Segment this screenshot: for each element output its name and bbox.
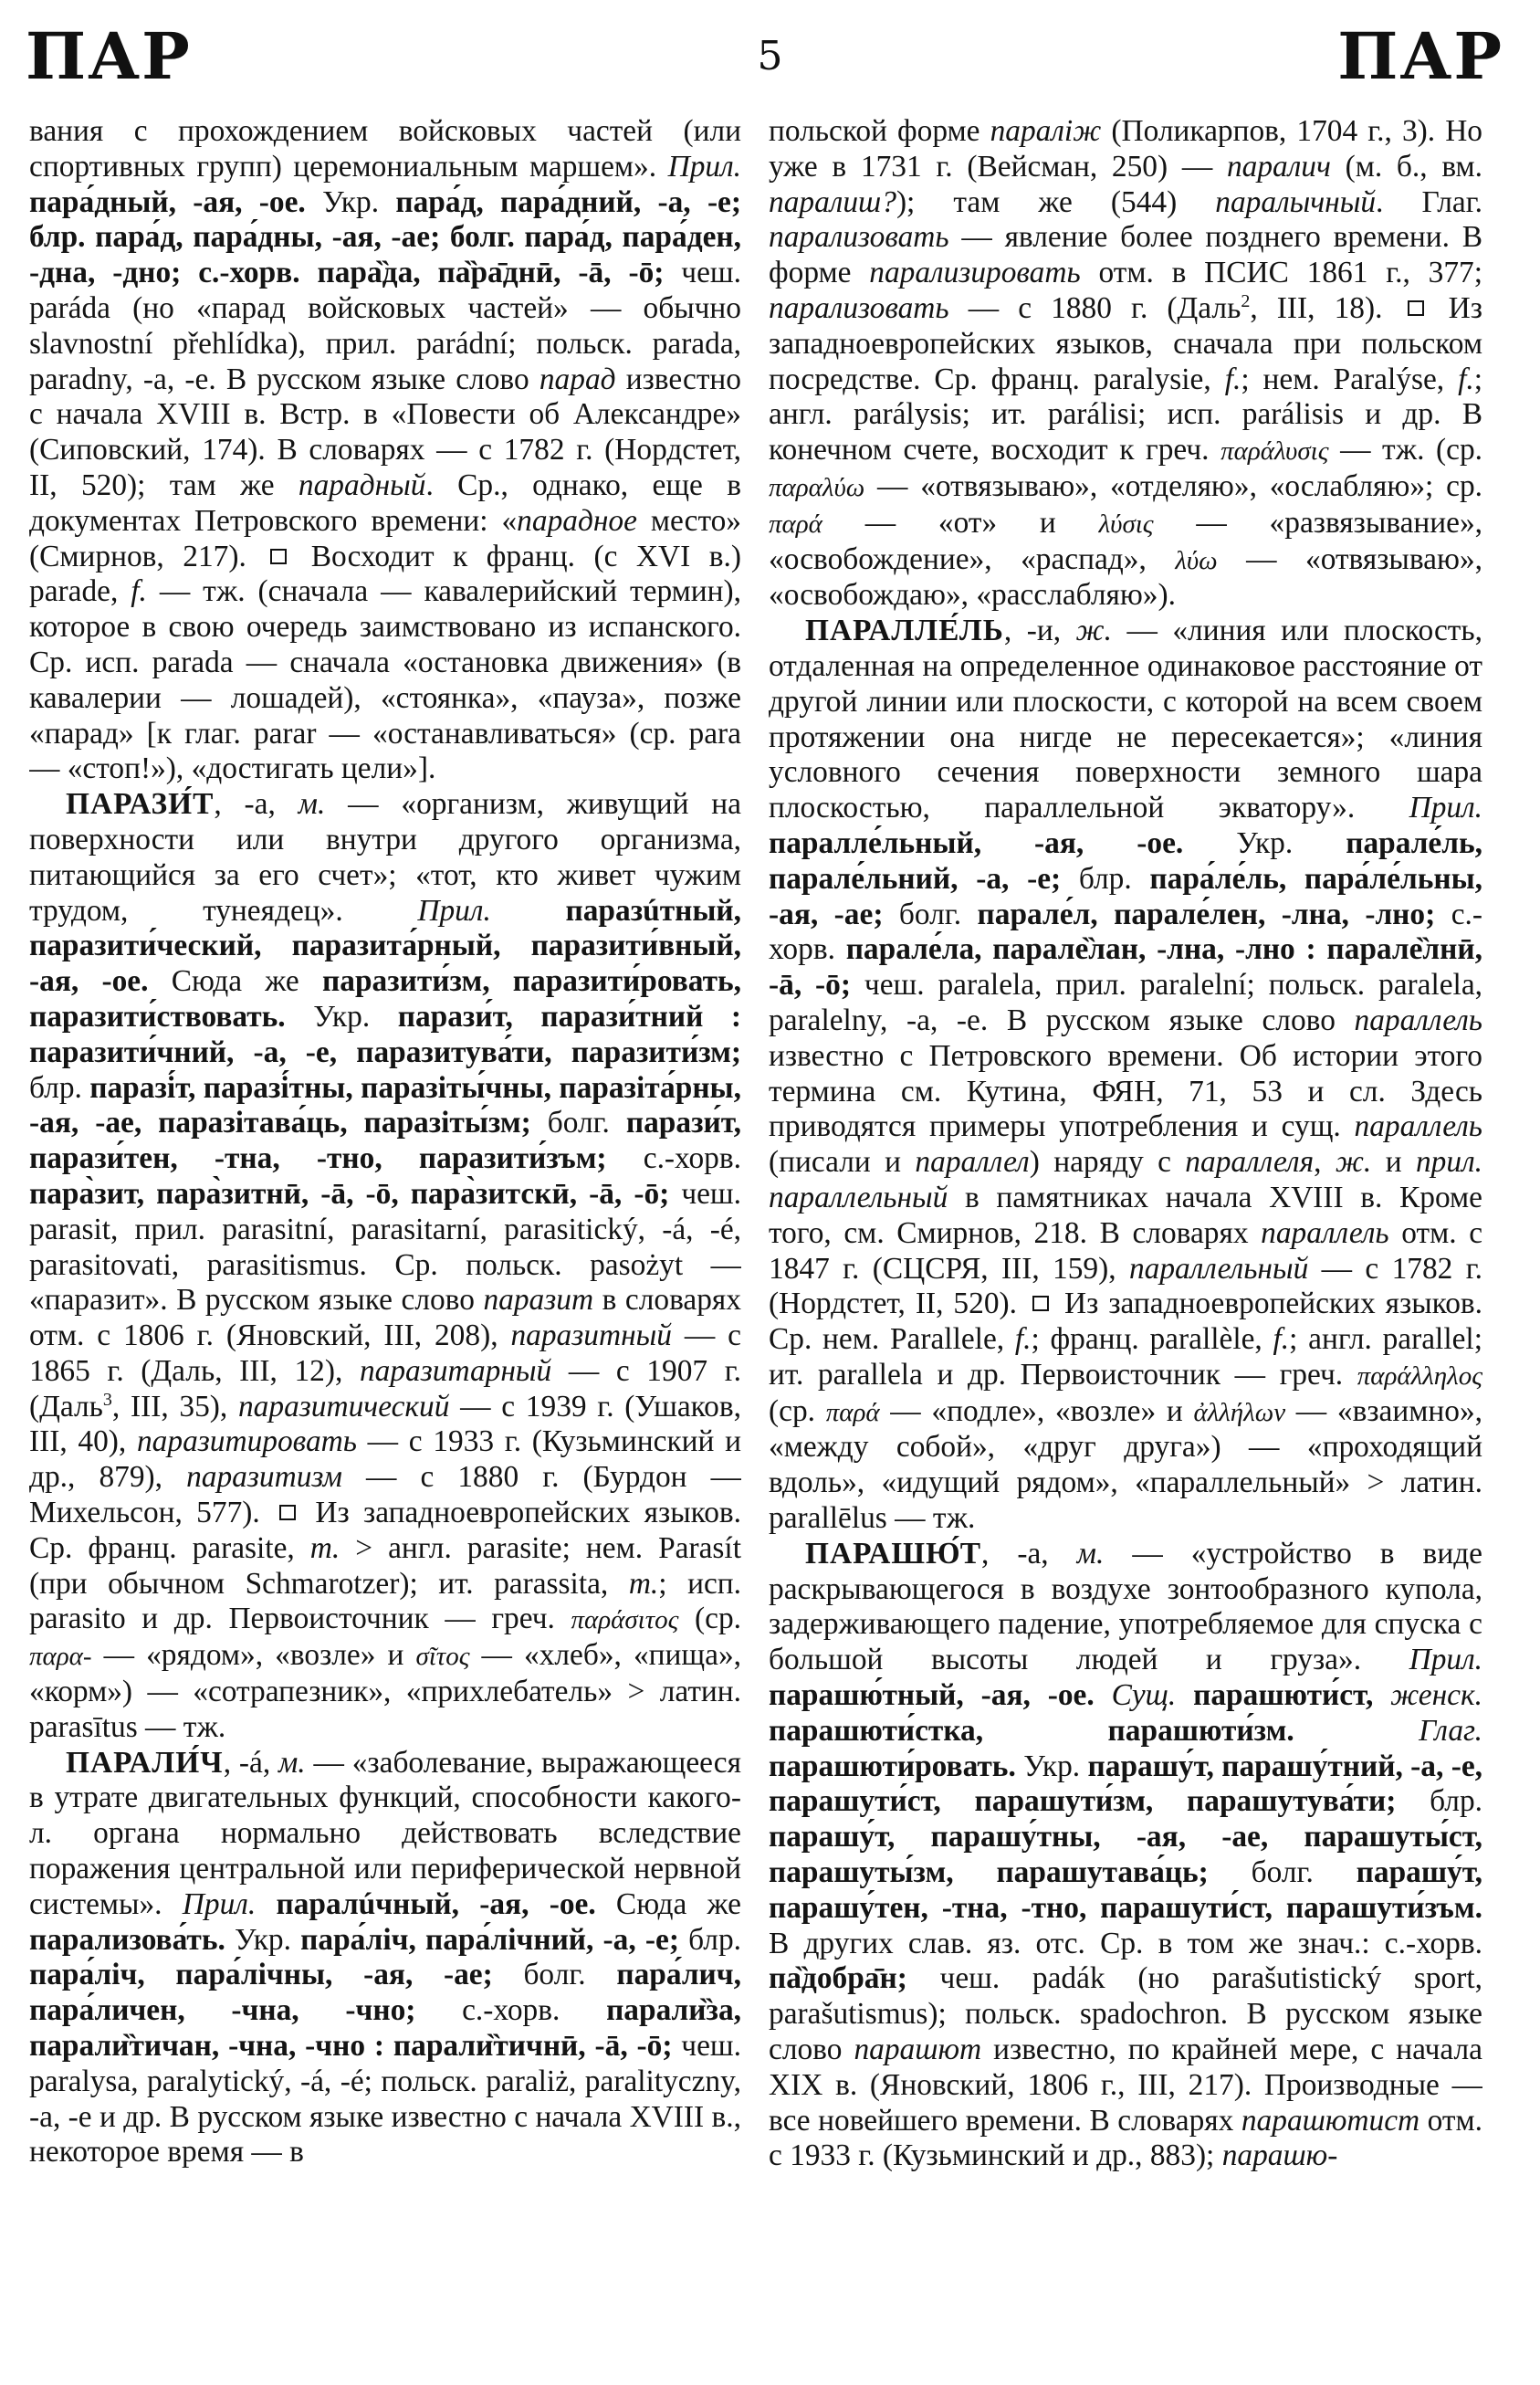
text: отм. с 1847 г. (СЦСРЯ, III, 159),	[769, 1215, 1482, 1286]
text: ; исп. parasito и др. Первоисточник — греч.	[29, 1566, 741, 1636]
slavic-cognates: парале́ла, парале̏лан, -лна, -лно : парале̏лнӣ, -ā, -ō;	[769, 932, 1482, 1003]
text: блр.	[678, 1922, 741, 1957]
cited-word: параліж	[990, 114, 1102, 148]
text: болг.	[492, 1958, 617, 1992]
text: — с 1880 г. (Бурдон — Михельсон, 577).	[29, 1460, 741, 1530]
text: чеш. paralela, прил. paralelní; польск. paralela, paralelny, -a, -e. В русском языке слово	[769, 968, 1482, 1037]
text: Из западноевропейских языков. Ср. нем. Parallele,	[769, 1287, 1482, 1357]
gender-label: f.	[1273, 1322, 1290, 1357]
text: отм. с 1933 г. (Кузьминский и др., 883);	[769, 2103, 1482, 2173]
cited-word: паразитарный	[359, 1353, 552, 1388]
derived-forms: парализова́ть.	[29, 1922, 225, 1957]
text: — явление более позднего времени. В форме	[769, 220, 1482, 290]
text: с.-хорв.	[769, 897, 1482, 967]
text: > англ. parasite; нем. Parasít (при обычном Schmarotzer); ит. parassita,	[29, 1530, 741, 1601]
text: — с 1907 г. (Даль	[29, 1353, 741, 1424]
gender-label: f.	[1458, 362, 1474, 396]
cited-word: параллеля	[1185, 1145, 1315, 1180]
derived-forms: паразити́зм, паразити́ровать, паразити́ствовать.	[29, 964, 741, 1034]
text: в памятниках начала XVIII в. Кроме того, см. Смирнов, 218. В словарях	[769, 1180, 1482, 1250]
text: в словарях отм. с 1806 г. (Яновский, III, 208),	[29, 1283, 741, 1353]
entry-parazit	[29, 787, 741, 1746]
text: — «рядом», «возле» и	[91, 1638, 416, 1673]
slavic-cognates: парале́ль, парале́льний, -а, -е;	[769, 825, 1482, 896]
entry-parashyut	[769, 1537, 1482, 2174]
text: Восходит к франц. (с XVI в.) parade,	[29, 539, 741, 609]
text: ; франц. parallèle,	[1031, 1322, 1273, 1357]
definition: — «заболевание, выражающееся в утрате двигательных функций, способности какого-л. органа нормально действовать вследствие поражения центральной или периферической нервной системы».	[29, 1745, 741, 1921]
text: , III, 18).	[1250, 290, 1402, 325]
text: — с 1880 г. (Даль	[948, 290, 1241, 325]
text: Укр.	[1183, 825, 1346, 860]
slavic-cognates: парази́т, парази́тен, -тна, -тно, паразити́зъм;	[29, 1106, 741, 1176]
cited-word: парад	[539, 362, 616, 396]
text: — с 1865 г. (Даль, III, 12),	[29, 1319, 741, 1388]
cited-word: паразитировать	[136, 1424, 357, 1459]
slavic-cognates: паразі́т, паразі́тны, паразіты́чны, паразіта́рны, -ая, -ае, паразітава́ць, паразіты́зм;	[29, 1070, 741, 1140]
slavic-cognates: парале́л, парале́лен, -лна, -лно;	[977, 897, 1436, 931]
gender-label: м.	[1076, 1536, 1105, 1571]
text: блр.	[29, 1070, 90, 1105]
cited-word: парашют	[854, 2033, 982, 2067]
text	[1294, 1714, 1419, 1748]
derived-forms: паразúтный, паразити́ческий, паразита́рный, паразити́вный, -ая, -ое.	[29, 893, 741, 999]
derived-forms: паралúчный, -ая, -ое.	[276, 1886, 596, 1921]
gender-label: м.	[278, 1745, 306, 1780]
headword: ПАРАЛИ́Ч	[66, 1745, 224, 1780]
cited-word: паразитический	[237, 1389, 450, 1424]
text: болг.	[883, 897, 978, 931]
gender-label: ж.	[1075, 614, 1112, 648]
greek-word: παράλληλος	[1357, 1361, 1482, 1391]
text: — тж. (сначала — кавалерийский термин), которое в свою очередь заимствовано из испанского. Ср. исп. parada — сначала «остановка движения» (в кавалерии — лошадей), «стоянка», «пауза», позже «парад» [к глаг. parar — «останавливаться» (ср. para — «стоп!»), «достигать цели»].	[29, 574, 741, 786]
label-verb: Глаг.	[1419, 1713, 1482, 1748]
text: — «от» и	[822, 505, 1099, 540]
cited-word: параллель	[1354, 1003, 1482, 1037]
greek-word: παραλύω	[769, 472, 865, 502]
greek-word: παράλυσις	[1220, 436, 1329, 467]
text	[1095, 1678, 1112, 1712]
greek-word: ἀλλήλων	[1193, 1397, 1286, 1427]
text: — «подле», «возле» и	[879, 1393, 1194, 1428]
cited-word: паралычный	[1215, 184, 1377, 219]
text: место» (Смирнов, 217).	[29, 503, 741, 573]
gender-label: m.	[309, 1530, 340, 1565]
text: (м. б., вм.	[1330, 149, 1482, 184]
cited-word: параллель	[1261, 1215, 1389, 1250]
text: болг.	[530, 1106, 626, 1140]
greek-word: παράσιτος	[571, 1605, 679, 1635]
derived-forms: паралле́льный, -ая, -ое.	[769, 825, 1184, 860]
text: ,	[1314, 1145, 1336, 1180]
definition: — «устройство в виде раскрывающегося в воздухе зонтообразного купола, задерживающего падение, употребляемое для спуска с большой высоты людей и груза».	[769, 1536, 1482, 1677]
gender-label: f.	[1224, 362, 1241, 396]
text: известно, по крайней мере, с начала XIX в. (Яновский, 1806 г., III, 217). Производные — все новейшего времени. В словарях	[769, 2033, 1482, 2138]
greek-word: λύω	[1175, 545, 1218, 575]
cited-word: парализовать	[769, 220, 949, 255]
greek-word: παρά	[769, 509, 822, 539]
paragraph-parad-continuation	[29, 114, 741, 787]
slavic-cognates: пара̀зит, пара̀зитнӣ, -ā, -ō, пара̀зитскӣ, -ā, -ō;	[29, 1176, 670, 1211]
greek-word: σῖτος	[415, 1642, 470, 1672]
definition: — «линия или плоскость, отдаленная на определенное одинаковое расстояние от другой линии или плоскости, с которой на всем своем протяжении она нигде не пересекается»; «линия условного сечения поверхности земного шара плоскостью, параллельной экватору».	[769, 614, 1482, 825]
slavic-cognates: пара́ліч, пара́лічний, -а, -е;	[300, 1922, 679, 1957]
label-adj: Прил.	[1409, 1643, 1482, 1677]
slavic-cognates: парази́т, парази́тний : паразити́чний, -а, -е, паразитува́ти, паразити́зм;	[29, 999, 741, 1069]
text: ; нем. Paralýse,	[1241, 362, 1459, 396]
text: Укр.	[305, 184, 396, 219]
text: ) наряду с	[1029, 1145, 1186, 1180]
label-feminine: женск.	[1390, 1678, 1482, 1713]
text: (писали и	[769, 1145, 916, 1180]
label-adj: Прил.	[417, 893, 491, 928]
text: с.-хорв.	[606, 1141, 741, 1176]
text: с.-хорв.	[415, 1993, 607, 2028]
running-head-right: ПАР	[1337, 18, 1503, 94]
cited-word: парализовать	[769, 290, 949, 325]
gender-label: m.	[628, 1566, 659, 1601]
text: — «отвязываю», «освобождаю», «расслабляю»).	[769, 541, 1482, 613]
label-adj: прил.	[1415, 1145, 1482, 1180]
gender-label: f.	[1014, 1322, 1032, 1357]
text: болг.	[1208, 1855, 1357, 1890]
derived-forms: парашюти́ровать.	[769, 1749, 1016, 1783]
headword: ПАРАЗИ́Т	[66, 787, 215, 822]
derived-forms: парашюти́ст,	[1193, 1678, 1374, 1713]
page-number: 5	[757, 33, 783, 79]
slavic-cognates: пара́ле́ль, пара́ле́льны, -ая, -ае;	[769, 861, 1482, 931]
label-noun: Сущ.	[1111, 1678, 1177, 1713]
text: В других слав. яз. отс. Ср. в том же знач.: с.-хорв.	[769, 1926, 1482, 1960]
gender-label: f.	[131, 574, 147, 609]
slavic-cognates: парашу́т, парашу́тний, -а, -е, парашути́ст, парашути́зм, парашутува́ти;	[769, 1749, 1482, 1819]
text: Укр.	[285, 999, 398, 1034]
cited-word: паразитизм	[186, 1460, 342, 1495]
slavic-cognates: парашу́т, парашу́тен, -тна, -тно, парашути́ст, парашути́зъм.	[769, 1855, 1482, 1925]
label-adj: Прил.	[182, 1886, 257, 1921]
right-column	[769, 114, 1482, 2356]
cited-word: параллель	[1354, 1109, 1482, 1144]
text: — «отвязываю», «отделяю», «ослабляю»; ср.	[864, 468, 1482, 503]
greek-word: λύσις	[1098, 509, 1154, 539]
text: чеш. padák (но parašutistický sport, parašutismus); польск. spadochron. В русском языке слово	[769, 1961, 1482, 2067]
text: блр.	[1061, 861, 1150, 896]
text: ); там же (544)	[896, 184, 1216, 219]
text: — тж. (ср.	[1328, 433, 1482, 468]
text: — с 1933 г. (Кузьминский и др., 879),	[29, 1424, 741, 1495]
text: — с 1782 г. (Нордстет, II, 520).	[769, 1251, 1482, 1321]
slavic-cognates: пара́ліч, пара́лічны, -ая, -ае;	[29, 1958, 493, 1992]
entry-parallel	[769, 614, 1482, 1537]
text: Сюда же	[148, 964, 323, 999]
etymology-square-icon	[1032, 1296, 1049, 1311]
cited-word: паразитный	[510, 1319, 672, 1353]
text: известно с начала XVIII в. Встр. в «Повести об Александре» (Сиповский, 174). В словарях — с 1782 г. (Нордстет, II, 520); там же	[29, 362, 741, 502]
text: — «взаимно», «между собой», «друг друга») — «проходящий вдоль», «идущий рядом», «параллельный» > латин. parallēlus — тж.	[769, 1393, 1482, 1536]
cited-word: параллел	[915, 1145, 1030, 1180]
headword: ПАРАЛЛЕ́ЛЬ	[805, 614, 1004, 648]
cited-word: паразит	[483, 1283, 594, 1318]
slavic-cognates: парашу́т, парашу́тны, -ая, -ае, парашуты́ст, парашуты́зм, парашутава́ць;	[769, 1820, 1482, 1890]
text: известно с Петровского времени. Об истории этого термина см. Кутина, ФЯН, 71, 53 и сл. Здесь приводятся примеры употребления и сущ.	[769, 1038, 1482, 1144]
cited-word: паралиш?	[769, 184, 896, 219]
text: , -а,	[214, 787, 299, 822]
text: Из западноевропейских языков, сначала при польском посредстве. Ср. франц. paralysie,	[769, 290, 1482, 396]
gender-label: м.	[298, 787, 326, 822]
cited-word: параллельный	[769, 1180, 948, 1214]
text: Укр.	[225, 1922, 301, 1957]
text: Укр.	[1015, 1749, 1088, 1783]
etymology-square-icon	[1408, 300, 1424, 316]
text: (Поликарпов, 1704 г., 3). Но уже в 1731 г. (Вейсман, 250) —	[769, 114, 1482, 184]
paragraph-paralich-continuation	[769, 114, 1482, 614]
derived-forms: пара́дный, -ая, -ое.	[29, 184, 306, 219]
label-adj: Прил.	[667, 149, 741, 184]
text: Из западноевропейских языков. Ср. франц. parasite,	[29, 1496, 741, 1565]
label-adj: Прил.	[1409, 791, 1482, 825]
text: , -á,	[223, 1745, 278, 1780]
etymology-square-icon	[279, 1505, 296, 1520]
text: чеш. paralysa, paralytický, -á, -é; польск. paraliż, paralityczny, -a, -e и др. В русском языке известно с начала XVIII в., некоторое время — в	[29, 2029, 741, 2170]
running-head-left: ПАР	[26, 18, 192, 94]
text: — «хлеб», «пища», «корм») — «сотрапезник», «прихлебатель» > латин. parasītus — тж.	[29, 1638, 741, 1744]
slavic-cognates: пара́д, пара́дний, -а, -е; блр. пара́д, пара́дны, -ая, -ае; болг. пара́д, пара́ден, -дна, -дно; с.-хорв. пара̏да, па̏ра̄днӣ, -ā, -ō;	[29, 184, 741, 290]
cited-word: парашютист	[1241, 2103, 1420, 2138]
text: отм. в ПСИС 1861 г., 377;	[1080, 256, 1482, 290]
slavic-cognates: парали̏за, парали̏тичан, -чна, -чно : парали̏тичнӣ, -ā, -ō;	[29, 1993, 741, 2064]
text: , -а,	[981, 1536, 1077, 1571]
text: чеш. paráda (но «парад войсковых частей» — обычно slavnostní přehlídka), прил. parádní; польск. parada, paradny, -a, -e. В русском языке слово	[29, 256, 741, 396]
text: , III, 35),	[111, 1389, 238, 1424]
derived-forms: парашюти́стка, парашюти́зм.	[769, 1713, 1294, 1748]
text: чеш. parasit, прил. parasitní, parasitarní, parasitický, -á, -é, parasitovati, parasitismus. Ср. польск. pasożyt — «паразит». В русском языке слово	[29, 1176, 741, 1318]
text: польской форме	[769, 114, 990, 148]
text: . Глаг.	[1376, 184, 1482, 219]
text	[491, 894, 566, 928]
cited-word: парадный	[298, 468, 426, 502]
text: блр.	[1396, 1784, 1482, 1819]
slavic-cognates: пара́лич, пара́личен, -чна, -чно;	[29, 1958, 741, 2028]
edition-superscript: 3	[102, 1389, 112, 1410]
edition-superscript: 2	[1241, 290, 1251, 311]
definition: — «организм, живущий на поверхности или внутри другого организма, питающийся за его счет»; «тот, кто живет чужим трудом, тунеядец».	[29, 787, 741, 928]
text: (ср.	[678, 1602, 741, 1636]
derived-forms: парашю́тный, -ая, -ое.	[769, 1678, 1095, 1713]
text	[1373, 1678, 1390, 1712]
text: (ср.	[769, 1393, 826, 1428]
cited-word: парализировать	[869, 256, 1081, 290]
etymology-square-icon	[270, 549, 287, 564]
text: — «развязывание», «освобождение», «распад»,	[769, 505, 1482, 576]
text	[1176, 1678, 1193, 1712]
text: ; англ. parallel; ит. parallela и др. Первоисточник — греч.	[769, 1322, 1482, 1392]
cited-word: парадное	[517, 503, 637, 538]
cited-word: парашю-	[1221, 2138, 1338, 2173]
text	[256, 1887, 276, 1921]
text: Сюда же	[595, 1886, 741, 1921]
greek-word: παρά	[825, 1397, 880, 1427]
entry-paralich	[29, 1746, 741, 2171]
text: — с 1939 г. (Ушаков, III, 40),	[29, 1389, 741, 1459]
headword: ПАРАШЮ́Т	[805, 1536, 982, 1571]
text: , -и,	[1003, 614, 1076, 648]
text: и	[1371, 1145, 1416, 1180]
left-column	[29, 114, 741, 2356]
text: вания с прохождением войсковых частей (или спортивных групп) церемониальным маршем».	[29, 114, 741, 184]
text: ; англ. parálysis; ит. parálisi; исп. parálisis и др. В конечном счете, восходит к греч.	[769, 362, 1482, 468]
slavic-cognates: па̏добра̄н;	[769, 1961, 907, 1996]
cited-word: паралич	[1226, 149, 1331, 184]
gender-label: ж.	[1335, 1145, 1372, 1180]
cited-word: параллельный	[1128, 1251, 1309, 1286]
text: . Ср., однако, еще в документах Петровского времени: «	[29, 468, 741, 538]
greek-word: παρα-	[29, 1642, 92, 1672]
